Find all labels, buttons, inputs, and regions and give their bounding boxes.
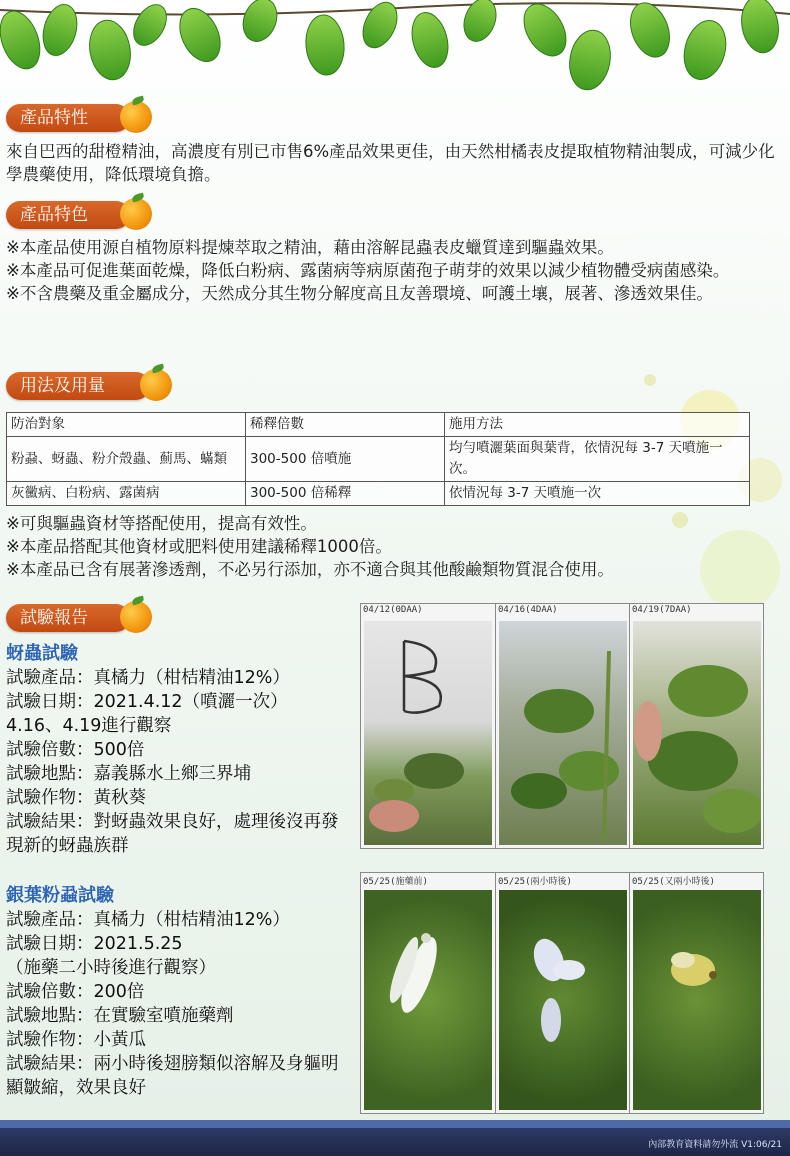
orange-icon: [120, 101, 152, 133]
aphid-photo-grid: [360, 603, 764, 849]
table-header-cell: 施用方法: [445, 413, 750, 437]
orange-icon: [120, 198, 152, 230]
list-item: ※本產品使用源自植物原料提煉萃取之精油，藉由溶解昆蟲表皮蠟質達到驅蟲效果。: [6, 238, 614, 257]
table-cell: 300-500 倍噴施: [246, 437, 445, 482]
section-title-usage: 用法及用量: [6, 372, 150, 400]
list-item: ※本產品可促進葉面乾燥，降低白粉病、露菌病等病原菌孢子萌芽的效果以減少植物體受病菌感染。: [6, 261, 730, 280]
photo-caption: 04/19(7DAA): [632, 605, 692, 615]
table-cell: 300-500 倍稀釋: [246, 482, 445, 506]
aphid-test: [6, 642, 351, 858]
aphid-photo-day4: [499, 621, 627, 845]
usage-table: [6, 412, 750, 506]
whitefly-test: [6, 884, 351, 1100]
section-title-features: 產品特色: [6, 201, 130, 229]
list-item: ※不含農藥及重金屬成分，天然成分其生物分解度高且友善環境、呵護土壤，展著、滲透效果佳。: [6, 284, 713, 303]
table-header-cell: 稀釋倍數: [246, 413, 445, 437]
aphid-test-heading: 蚜蟲試驗: [6, 643, 78, 664]
whitefly-photo-before: [364, 890, 492, 1110]
report-line: 試驗作物：小黃瓜: [6, 1030, 146, 1050]
report-line: 試驗倍數：200倍: [6, 982, 145, 1002]
aphid-photo-day0: [364, 621, 492, 845]
photo-cell: [629, 604, 764, 848]
orange-icon: [120, 601, 152, 633]
report-line: 試驗倍數：500倍: [6, 740, 145, 760]
report-line: 試驗結果：兩小時後翅膀類似溶解及身軀明顯皺縮，效果良好: [6, 1054, 339, 1098]
list-item: ※可與驅蟲資材等搭配使用，提高有效性。: [6, 514, 317, 533]
properties-text: 來自巴西的甜橙精油，高濃度有別已市售6%產品效果更佳，由天然柑橘表皮提取植物精油製成，可減少化學農藥使用，降低環境負擔。: [6, 142, 775, 184]
section-title-properties: 產品特性: [6, 104, 130, 132]
photo-cell: [495, 604, 630, 848]
usage-notes: [6, 512, 776, 581]
list-item: ※本產品已含有展著滲透劑，不必另行添加，亦不適合與其他酸鹼類物質混合使用。: [6, 560, 614, 579]
table-row: [7, 437, 750, 482]
leaves-banner: [0, 0, 790, 100]
table-cell: 依情況每 3-7 天噴施一次: [445, 482, 750, 506]
whitefly-photo-2h: [499, 890, 627, 1110]
whitefly-test-heading: 銀葉粉蝨試驗: [6, 885, 114, 906]
photo-cell: [361, 604, 495, 848]
table-header-row: [7, 413, 750, 437]
photo-caption: 04/12(0DAA): [363, 605, 423, 615]
report-line: 試驗日期：2021.4.12（噴灑一次）: [6, 692, 288, 712]
table-cell: 均勻噴灑葉面與葉背，依情況每 3-7 天噴施一次。: [445, 437, 750, 482]
aphid-photo-day7: [633, 621, 761, 845]
report-line: 試驗地點：嘉義縣水上鄉三界埔: [6, 764, 251, 784]
footer-strip: [0, 1120, 790, 1128]
list-item: ※本產品搭配其他資材或肥料使用建議稀釋1000倍。: [6, 537, 392, 556]
report-line: 試驗作物：黃秋葵: [6, 788, 146, 808]
whitefly-photo-4h: [633, 890, 761, 1110]
table-cell: 灰黴病、白粉病、露菌病: [7, 482, 246, 506]
photo-caption: 05/25(又兩小時後): [632, 877, 715, 887]
report-line: 試驗產品：真橘力（柑桔精油12%）: [6, 910, 290, 930]
photo-caption: 04/16(4DAA): [498, 605, 558, 615]
photo-cell: [495, 873, 630, 1113]
table-cell: 粉蝨、蚜蟲、粉介殼蟲、薊馬、蟎類: [7, 437, 246, 482]
table-header-cell: 防治對象: [7, 413, 246, 437]
photo-caption: 05/25(兩小時後): [498, 877, 572, 887]
orange-icon: [140, 369, 172, 401]
photo-cell: [629, 873, 764, 1113]
report-line: 試驗產品：真橘力（柑桔精油12%）: [6, 668, 290, 688]
report-line: 試驗日期：2021.5.25: [6, 934, 183, 954]
photo-caption: 05/25(施藥前): [363, 877, 428, 887]
footer-bar: [0, 1128, 790, 1156]
section-title-report: 試驗報告: [6, 604, 130, 632]
report-line: 試驗結果：對蚜蟲效果良好，處理後沒再發現新的蚜蟲族群: [6, 812, 339, 856]
report-line: （施藥二小時後進行觀察）: [6, 958, 216, 978]
table-row: [7, 482, 750, 506]
report-line: 試驗地點：在實驗室噴施藥劑: [6, 1006, 234, 1026]
footer-text: 內部教育資料請勿外流 V1:06/21: [648, 1140, 782, 1150]
report-line: 4.16、4.19進行觀察: [6, 716, 172, 736]
photo-cell: [361, 873, 495, 1113]
features-list: [6, 236, 776, 305]
whitefly-photo-grid: [360, 872, 764, 1114]
